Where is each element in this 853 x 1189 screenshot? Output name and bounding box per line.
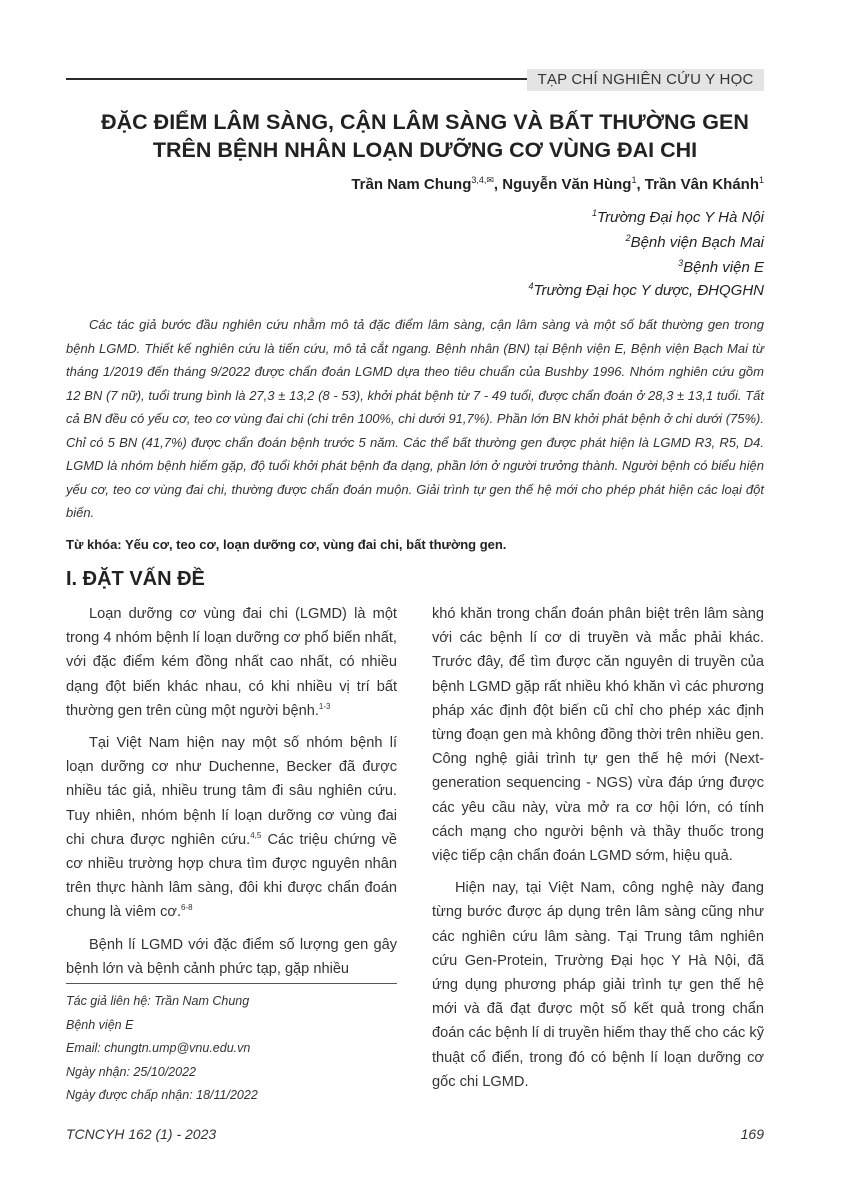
affiliation-text: Bệnh viện E (683, 259, 764, 276)
affiliation-text: Bệnh viện Bạch Mai (630, 234, 764, 251)
keywords: Từ khóa: Yếu cơ, teo cơ, loạn dưỡng cơ, vùng đai chi, bất thường gen. (66, 537, 507, 552)
title-line-2: TRÊN BỆNH NHÂN LOẠN DƯỠNG CƠ VÙNG ĐAI CHI (152, 138, 698, 162)
abstract: Các tác giả bước đầu nghiên cứu nhằm mô tả đặc điểm lâm sàng, cận lâm sàng và một số bất thường gen trong bệnh LGMD. Thiết kế nghiên cứu là tiến cứu, mô tả cắt ngang. Bệnh nhân (BN) tại Bệnh viện E, Bệnh viện Bạch Mai từ tháng 1/2019 đến tháng 9/2022 được chẩn đoán LGMD dựa theo tiêu chuẩn của Bushby 1996. Nhóm nghiên cứu gồm 12 BN (7 nữ), tuổi trung bình là 27,3 ± 13,2 (8 - 53), khởi phát bệnh từ 7 - 49 tuổi, được chẩn đoán ở 28,3 ± 13,1 tuổi. Tất cả BN đều có yếu cơ, teo cơ vùng đai chi (chi trên 100%, chi dưới 91,7%). Phần lớn BN khởi phát bệnh ở chi dưới (75%). Chỉ có 5 BN (41,7%) được chẩn đoán bệnh trước 5 năm. Các thể bất thường gen được phát hiện là LGMD R3, R5, D4. LGMD là nhóm bệnh hiếm gặp, độ tuổi khởi phát bệnh đa dạng, phần lớn ở người trưởng thành. Người bệnh có biểu hiện yếu cơ, teo cơ vùng đai chi, thường được chẩn đoán muộn. Giải trình tự gen thế hệ mới cho phép phát hiện các loại đột biến. (66, 317, 764, 520)
author-separator: , (636, 176, 645, 193)
citation: 1-3 (318, 701, 331, 711)
paragraph-text: khó khăn trong chẩn đoán phân biệt trên lâm sàng với các bệnh lí cơ di truyền và mắc phải khác. Trước đây, để tìm được căn nguyên di truyền của bệnh LGMD gặp rất nhiều khó khăn vì các phương pháp xác định đột biến cũ chỉ cho phép xác định từng đoạn gen mà không đồng thời trên nhiều gen. Công nghệ giải trình tự gen thế hệ mới (Next-generation sequencing - NGS) vừa đáp ứng được các yêu cầu này, vừa mở ra cơ hội lớn, có tính cách mạng cho người bệnh và thầy thuốc trong việc tiếp cận chẩn đoán LGMD sớm, hiệu quả. (432, 606, 764, 865)
footer-journal: TCNCYH 162 (1) - 2023 (66, 1126, 217, 1142)
footnote-contact: Tác giả liên hệ: Trần Nam Chung (66, 994, 250, 1008)
author-name: Nguyễn Văn Hùng (502, 176, 632, 193)
affiliation-number: 2 (625, 233, 631, 243)
author-list (351, 175, 764, 193)
author-name: Trần Vân Khánh (644, 176, 759, 193)
journal-tag: TẠP CHÍ NGHIÊN CỨU Y HỌC (527, 69, 764, 91)
author-name: Trần Nam Chung (351, 176, 472, 193)
affiliation-text: Trường Đại học Y Hà Nội (597, 209, 764, 226)
body-column-left (66, 602, 397, 989)
footnotes (66, 990, 258, 1108)
paragraph (432, 602, 764, 868)
article-title (66, 108, 784, 164)
affiliation-number: 4 (528, 281, 534, 291)
paragraph-text: Hiện nay, tại Việt Nam, công nghệ này đang từng bước được áp dụng trên lâm sàng cũng như các nghiên cứu lâm sàng. Tại Trung tâm nghiên cứu Gen-Protein, Trường Đại học Y Hà Nội, đã ứng dụng phương pháp giải trình tự gen thế hệ mới và đã đạt được một số kết quả trong chẩn đoán các bệnh lí di truyền hiếm thay thế cho các kỹ thuật cổ điển, trong đó có bệnh lí loạn dưỡng cơ gốc chi LGMD. (432, 880, 764, 1090)
affiliation-number: 1 (592, 208, 598, 218)
author-separator: , (493, 176, 503, 193)
affiliation (626, 233, 764, 251)
body-column-right (432, 602, 764, 1102)
paragraph (432, 876, 764, 1094)
affiliation (678, 258, 764, 276)
footnote-institution: Bệnh viện E (66, 1017, 134, 1032)
citation: 6-8 (181, 903, 193, 913)
paragraph (66, 731, 397, 925)
footnote-accepted: Ngày được chấp nhận: 18/11/2022 (66, 1088, 258, 1103)
paragraph-text: Các triệu chứng về cơ nhiều trường hợp chưa tìm được nguyên nhân trên thực hành lâm sàng, đôi khi được chẩn đoán chung là viêm cơ. (66, 831, 397, 921)
affiliation (592, 208, 764, 226)
title-line-1: ĐẶC ĐIỂM LÂM SÀNG, CẬN LÂM SÀNG VÀ BẤT THƯỜNG GEN (101, 110, 749, 134)
page-number: 169 (740, 1126, 764, 1142)
affiliation-text: Trường Đại học Y dược, ĐHQGHN (533, 282, 764, 299)
paragraph-text: Bệnh lí LGMD với đặc điểm số lượng gen gây bệnh lớn và bệnh cảnh phức tạp, gặp nhiều (66, 936, 397, 977)
paragraph-text: Tại Việt Nam hiện nay một số nhóm bệnh lí loạn dưỡng cơ như Duchenne, Becker đã được nhiều tác giả, nhiều trung tâm đi sâu nghiên cứu. Tuy nhiên, nhóm bệnh lí loạn dưỡng cơ vùng đai chi chưa được nghiên cứu. (66, 735, 397, 848)
author-superscript: 1 (758, 175, 764, 185)
footnote-email: Email: chungtn.ump@vnu.edu.vn (66, 1041, 251, 1056)
paragraph (66, 933, 397, 981)
paragraph (66, 602, 397, 723)
footnote-rule (66, 983, 397, 984)
author-superscript: 3,4,✉ (471, 175, 494, 185)
affiliation-number: 3 (678, 258, 684, 268)
affiliation (528, 281, 764, 299)
footnote-received: Ngày nhận: 25/10/2022 (66, 1064, 196, 1079)
section-heading: I. ĐẶT VẤN ĐỀ (66, 568, 205, 590)
citation: 4,5 (250, 830, 262, 840)
author-superscript: 1 (631, 175, 637, 185)
paragraph-text: Loạn dưỡng cơ vùng đai chi (LGMD) là một trong 4 nhóm bệnh lí loạn dưỡng cơ phổ biến nhất, với đặc điểm kém đồng nhất cao nhất, có nhiều dạng đột biến khác nhau, có khi nhiều vị trí bất thường gen trên cùng một người bệnh. (66, 606, 397, 719)
